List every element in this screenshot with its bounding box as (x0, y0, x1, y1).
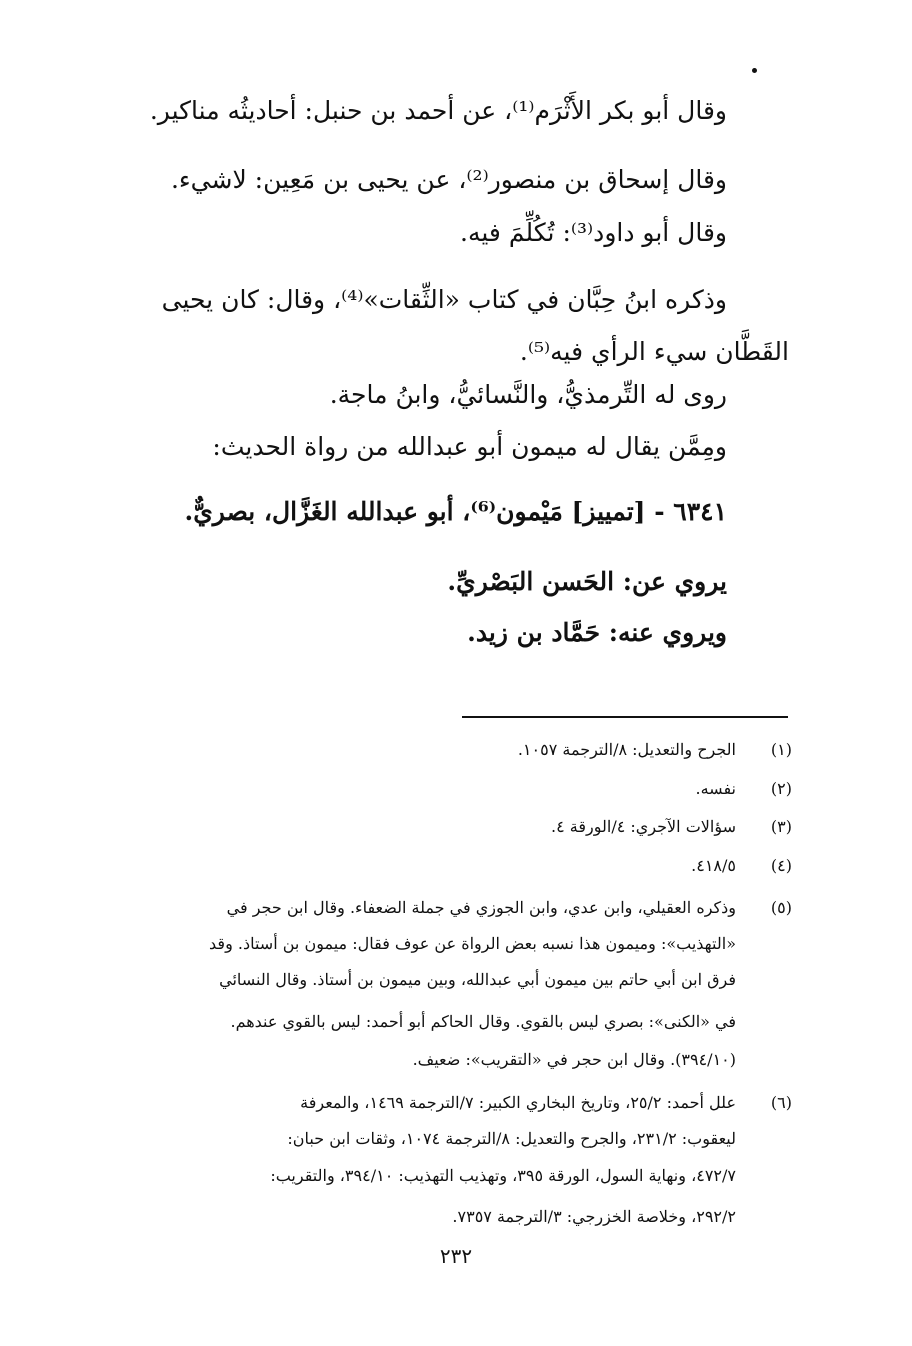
footnote-number: (٣) (770, 817, 792, 836)
footnote-number: (٤) (770, 856, 792, 875)
footnote-text: سؤالات الآجري: ٤/الورقة ٤. (551, 817, 736, 836)
main-line-3: وقال أبو داود⁽³⁾: تُكُلِّمَ فيه. (460, 218, 727, 247)
footnote-2 (92, 779, 792, 803)
main-line-1: وقال أبو بكر الأَثْرَم⁽¹⁾، عن أحمد بن حنبل: أحاديثُه مناكير. (149, 96, 727, 125)
footnote-4 (92, 856, 792, 880)
footnote-3 (92, 817, 792, 841)
footnote-text: نفسه. (695, 779, 736, 798)
page-number: ٢٣٢ (439, 1244, 473, 1268)
footnote-6-line-2: ليعقوب: ٢٣١/٢، والجرح والتعديل: ٨/الترجمة ١٠٧٤، وثقات ابن حبان: (287, 1129, 736, 1148)
main-line-9: يروي عن: الحَسن البَصْريِّ. (447, 567, 727, 596)
footnote-6-line-1: علل أحمد: ٢٥/٢، وتاريخ البخاري الكبير: ٧/الترجمة ١٤٦٩، والمعرفة (300, 1093, 736, 1112)
main-line-7: ومِمَّن يقال له ميمون أبو عبدالله من رواة الحديث: (212, 432, 727, 461)
main-line-2: وقال إسحاق بن منصور⁽²⁾، عن يحيى بن مَعِين: لاشيء. (170, 165, 727, 194)
footnote-6-line-3: ٤٧٢/٧، ونهاية السول، الورقة ٣٩٥، وتهذيب التهذيب: ٣٩٤/١٠، والتقريب: (270, 1166, 736, 1185)
footnote-text: ٤١٨/٥. (691, 856, 736, 875)
footnote-number: (٢) (770, 779, 792, 798)
footnote-number: (٦) (770, 1093, 792, 1112)
footnote-5-line-4: في «الكنى»: بصري ليس بالقوي. وقال الحاكم أبو أحمد: ليس بالقوي عندهم. (230, 1012, 736, 1031)
footnote-5-line-2: «التهذيب»: وميمون هذا نسبه بعض الرواة عن عوف فقال: ميمون بن أستاذ. وقد (209, 934, 736, 953)
footnote-text: الجرح والتعديل: ٨/الترجمة ١٠٥٧. (517, 740, 736, 759)
footnote-separator (462, 716, 788, 718)
main-line-6: روى له التِّرمذيُّ، والنَّسائيُّ، وابنُ ماجة. (329, 380, 727, 409)
footnote-5-line-1: وذكره العقيلي، وابن عدي، وابن الجوزي في جملة الضعفاء. وقال ابن حجر في (226, 898, 736, 917)
entry-heading: ٦٣٤١ - [تمييز] مَيْمون⁽⁶⁾، أبو عبدالله الغَزَّال، بصريٌّ. (184, 497, 727, 526)
footnote-number: (٥) (770, 898, 792, 917)
footnote-1 (92, 740, 792, 764)
main-line-5: القَطَّان سيء الرأي فيه⁽⁵⁾. (519, 337, 789, 366)
main-line-10: ويروي عنه: حَمَّاد بن زيد. (467, 618, 727, 647)
footnote-5-line-3: فرق ابن أبي حاتم بين ميمون أبي عبدالله، وبين ميمون بن أستاذ. وقال النسائي (219, 970, 736, 989)
main-line-4: وذكره ابنُ حِبَّان في كتاب «الثِّقات»⁽⁴⁾، وقال: كان يحيى (161, 285, 727, 314)
footnote-5-line-5: (٣٩٤/١٠). وقال ابن حجر في «التقريب»: ضعيف. (412, 1050, 736, 1069)
footnote-number: (١) (770, 740, 792, 759)
margin-dot (752, 68, 757, 73)
footnote-6-line-4: ٢٩٢/٢، وخلاصة الخزرجي: ٣/الترجمة ٧٣٥٧. (452, 1207, 736, 1226)
